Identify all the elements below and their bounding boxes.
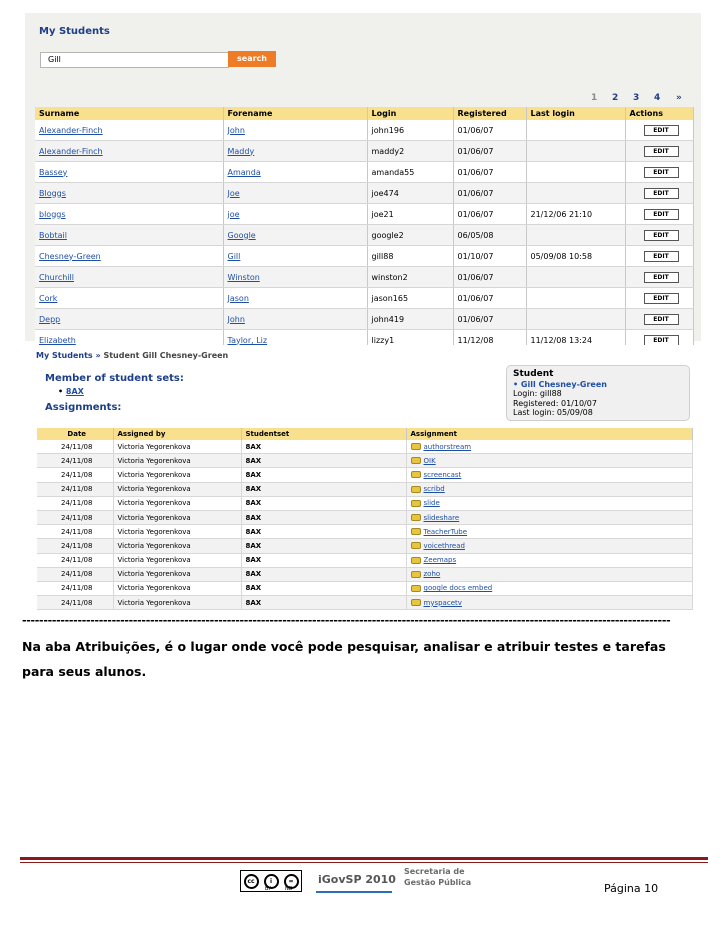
assignment-folder-icon bbox=[411, 500, 421, 507]
date-cell: 24/11/08 bbox=[37, 596, 113, 610]
edit-button[interactable]: EDIT bbox=[644, 293, 679, 304]
assignment-folder-icon bbox=[411, 486, 421, 493]
assignment-row bbox=[37, 567, 692, 581]
forename-link[interactable]: Winston bbox=[223, 267, 367, 288]
col-forename[interactable]: Forename bbox=[223, 107, 367, 120]
surname-link[interactable]: Bloggs bbox=[35, 183, 223, 204]
assigned-by-cell: Victoria Yegorenkova bbox=[113, 539, 241, 553]
studentset-cell: 8AX bbox=[241, 539, 406, 553]
assignment-cell bbox=[406, 539, 692, 553]
registered-cell: 01/06/07 bbox=[453, 141, 526, 162]
surname-link[interactable]: Elizabeth bbox=[35, 330, 223, 351]
assigned-by-cell: Victoria Yegorenkova bbox=[113, 454, 241, 468]
actions-cell bbox=[625, 288, 693, 309]
surname-link[interactable]: bloggs bbox=[35, 204, 223, 225]
student-row bbox=[35, 267, 693, 288]
studentset-cell: 8AX bbox=[241, 553, 406, 567]
surname-link[interactable]: Bassey bbox=[35, 162, 223, 183]
surname-link[interactable]: Chesney-Green bbox=[35, 246, 223, 267]
forename-link[interactable]: Maddy bbox=[223, 141, 367, 162]
date-cell: 24/11/08 bbox=[37, 482, 113, 496]
assignment-cell bbox=[406, 567, 692, 581]
assignment-row bbox=[37, 539, 692, 553]
student-row bbox=[35, 288, 693, 309]
login-cell: google2 bbox=[367, 225, 453, 246]
assignment-row bbox=[37, 553, 692, 567]
search-button[interactable]: search bbox=[228, 51, 276, 67]
assigned-by-cell: Victoria Yegorenkova bbox=[113, 567, 241, 581]
footer-rule-thin bbox=[20, 862, 708, 863]
page-link-2[interactable]: 2 bbox=[612, 93, 619, 103]
next-page-icon[interactable]: » bbox=[676, 93, 682, 103]
last-login-cell bbox=[526, 267, 625, 288]
registered-cell: 01/06/07 bbox=[453, 309, 526, 330]
studentset-cell: 8AX bbox=[241, 525, 406, 539]
assignment-link[interactable]: Zeemaps bbox=[423, 556, 457, 565]
assignment-row bbox=[37, 581, 692, 595]
edit-button[interactable]: EDIT bbox=[644, 314, 679, 325]
breadcrumb-root[interactable]: My Students bbox=[36, 351, 93, 360]
page-link-1[interactable]: 1 bbox=[591, 93, 598, 103]
student-row bbox=[35, 204, 693, 225]
assignment-folder-icon bbox=[411, 571, 421, 578]
assignment-link[interactable]: zoho bbox=[423, 570, 441, 579]
studentset-cell: 8AX bbox=[241, 468, 406, 482]
student-box-name[interactable]: • Gill Chesney-Green bbox=[513, 379, 607, 389]
date-cell: 24/11/08 bbox=[37, 510, 113, 524]
date-cell: 24/11/08 bbox=[37, 553, 113, 567]
assigned-by-cell: Victoria Yegorenkova bbox=[113, 581, 241, 595]
assignment-folder-icon bbox=[411, 557, 421, 564]
date-cell: 24/11/08 bbox=[37, 454, 113, 468]
col-last-login[interactable]: Last login bbox=[526, 107, 625, 120]
login-cell: john196 bbox=[367, 120, 453, 141]
assignment-folder-icon bbox=[411, 457, 421, 464]
last-login-cell bbox=[526, 120, 625, 141]
col-registered[interactable]: Registered bbox=[453, 107, 526, 120]
forename-link[interactable]: Joe bbox=[223, 183, 367, 204]
creative-commons-logo bbox=[240, 870, 302, 892]
col-surname[interactable]: Surname bbox=[35, 107, 223, 120]
assignment-row bbox=[37, 496, 692, 510]
surname-link[interactable]: Cork bbox=[35, 288, 223, 309]
edit-button[interactable]: EDIT bbox=[644, 251, 679, 262]
col-studentset[interactable]: Studentset bbox=[241, 428, 406, 440]
actions-cell bbox=[625, 225, 693, 246]
breadcrumb-current: Student Gill Chesney-Green bbox=[103, 351, 229, 360]
studentset-cell: 8AX bbox=[241, 510, 406, 524]
assignment-cell bbox=[406, 496, 692, 510]
forename-link[interactable]: joe bbox=[223, 204, 367, 225]
assignment-cell bbox=[406, 440, 692, 454]
registered-cell: 01/10/07 bbox=[453, 246, 526, 267]
assignment-folder-icon bbox=[411, 528, 421, 535]
secretaria-line-2: Gestão Pública bbox=[404, 878, 472, 887]
assignment-row bbox=[37, 510, 692, 524]
students-panel bbox=[25, 13, 701, 345]
assignment-link[interactable]: OIK bbox=[423, 456, 436, 465]
col-date[interactable]: Date bbox=[37, 428, 113, 440]
forename-link[interactable]: John bbox=[223, 120, 367, 141]
studentset-cell: 8AX bbox=[241, 440, 406, 454]
student-set-link[interactable]: 8AX bbox=[65, 387, 84, 396]
surname-link[interactable]: Churchill bbox=[35, 267, 223, 288]
registered-cell: 01/06/07 bbox=[453, 120, 526, 141]
last-login-cell bbox=[526, 309, 625, 330]
registered-cell: 01/06/07 bbox=[453, 288, 526, 309]
forename-link[interactable]: John bbox=[223, 309, 367, 330]
assignment-link[interactable]: voicethread bbox=[423, 541, 465, 550]
assignment-link[interactable]: authorstream bbox=[423, 442, 472, 451]
page-number: Página 10 bbox=[604, 882, 659, 895]
actions-cell bbox=[625, 246, 693, 267]
date-cell: 24/11/08 bbox=[37, 581, 113, 595]
date-cell: 24/11/08 bbox=[37, 496, 113, 510]
assigned-by-cell: Victoria Yegorenkova bbox=[113, 496, 241, 510]
assignment-cell bbox=[406, 525, 692, 539]
assignment-cell bbox=[406, 482, 692, 496]
studentset-cell: 8AX bbox=[241, 496, 406, 510]
edit-button[interactable]: EDIT bbox=[644, 272, 679, 283]
registered-cell: 06/05/08 bbox=[453, 225, 526, 246]
student-row bbox=[35, 309, 693, 330]
bullet: • bbox=[58, 387, 66, 396]
student-box-heading: Student bbox=[513, 369, 554, 379]
registered-cell: 01/06/07 bbox=[453, 267, 526, 288]
assigned-by-cell: Victoria Yegorenkova bbox=[113, 510, 241, 524]
login-cell: john419 bbox=[367, 309, 453, 330]
student-box-last-login: Last login: 05/09/08 bbox=[513, 408, 593, 417]
date-cell: 24/11/08 bbox=[37, 525, 113, 539]
registered-cell: 01/06/07 bbox=[453, 204, 526, 225]
edit-button[interactable]: EDIT bbox=[644, 335, 679, 346]
student-row bbox=[35, 141, 693, 162]
assignment-link[interactable]: TeacherTube bbox=[423, 527, 468, 536]
student-row bbox=[35, 162, 693, 183]
page-link-3[interactable]: 3 bbox=[633, 93, 640, 103]
registered-cell: 01/06/07 bbox=[453, 162, 526, 183]
breadcrumb bbox=[36, 351, 228, 360]
last-login-cell bbox=[526, 183, 625, 204]
student-box-login: Login: gill88 bbox=[513, 389, 562, 398]
secretaria-logo bbox=[404, 866, 471, 888]
student-set-item bbox=[58, 387, 84, 396]
actions-cell bbox=[625, 267, 693, 288]
breadcrumb-separator: » bbox=[95, 351, 101, 360]
forename-link[interactable]: Taylor, Liz bbox=[223, 330, 367, 351]
assignment-link[interactable]: slide bbox=[423, 499, 440, 508]
assignments-table bbox=[37, 428, 693, 610]
col-actions: Actions bbox=[625, 107, 693, 120]
student-info-box bbox=[506, 365, 690, 421]
assignment-cell bbox=[406, 553, 692, 567]
edit-button[interactable]: EDIT bbox=[644, 146, 679, 157]
student-row bbox=[35, 246, 693, 267]
studentset-cell: 8AX bbox=[241, 482, 406, 496]
assignment-row bbox=[37, 468, 692, 482]
assignment-cell bbox=[406, 596, 692, 610]
member-sets-title: Member of student sets: bbox=[45, 373, 184, 384]
student-row bbox=[35, 120, 693, 141]
edit-button[interactable]: EDIT bbox=[644, 230, 679, 241]
date-cell: 24/11/08 bbox=[37, 567, 113, 581]
login-cell: joe474 bbox=[367, 183, 453, 204]
assigned-by-cell: Victoria Yegorenkova bbox=[113, 596, 241, 610]
last-login-cell: 05/09/08 10:58 bbox=[526, 246, 625, 267]
assignment-link[interactable]: screencast bbox=[423, 470, 462, 479]
last-login-cell bbox=[526, 162, 625, 183]
assignment-row bbox=[37, 525, 692, 539]
assignment-cell bbox=[406, 454, 692, 468]
assignment-folder-icon bbox=[411, 585, 421, 592]
last-login-cell bbox=[526, 141, 625, 162]
last-login-cell bbox=[526, 225, 625, 246]
surname-link[interactable]: Alexander-Finch bbox=[35, 120, 223, 141]
forename-link[interactable]: Jason bbox=[223, 288, 367, 309]
col-assigned-by[interactable]: Assigned by bbox=[113, 428, 241, 440]
assigned-by-cell: Victoria Yegorenkova bbox=[113, 482, 241, 496]
studentset-cell: 8AX bbox=[241, 567, 406, 581]
assignment-cell bbox=[406, 510, 692, 524]
surname-link[interactable]: Alexander-Finch bbox=[35, 141, 223, 162]
assignment-cell bbox=[406, 581, 692, 595]
assignment-folder-icon bbox=[411, 443, 421, 450]
assignment-row bbox=[37, 596, 692, 610]
cc-nd-label: ND bbox=[285, 886, 293, 892]
assignment-folder-icon bbox=[411, 542, 421, 549]
last-login-cell bbox=[526, 288, 625, 309]
footer-rule-thick bbox=[20, 857, 708, 860]
actions-cell bbox=[625, 204, 693, 225]
login-cell: joe21 bbox=[367, 204, 453, 225]
assigned-by-cell: Victoria Yegorenkova bbox=[113, 525, 241, 539]
students-title: My Students bbox=[39, 26, 110, 37]
studentset-cell: 8AX bbox=[241, 581, 406, 595]
assignment-folder-icon bbox=[411, 471, 421, 478]
actions-cell bbox=[625, 120, 693, 141]
registered-cell: 01/06/07 bbox=[453, 183, 526, 204]
cc-by-label: BY bbox=[265, 886, 272, 892]
secretaria-line-1: Secretaria de bbox=[404, 867, 465, 876]
search-input[interactable]: Gill bbox=[40, 52, 229, 68]
student-row bbox=[35, 183, 693, 204]
edit-button[interactable]: EDIT bbox=[644, 188, 679, 199]
surname-link[interactable]: Depp bbox=[35, 309, 223, 330]
body-paragraph: Na aba Atribuições, é o lugar onde você pode pesquisar, analisar e atribuir testes e tarefas para seus alunos. bbox=[22, 639, 666, 679]
edit-button[interactable]: EDIT bbox=[644, 167, 679, 178]
edit-button[interactable]: EDIT bbox=[644, 125, 679, 136]
cc-icon: cc bbox=[244, 874, 259, 889]
forename-link[interactable]: Amanda bbox=[223, 162, 367, 183]
assignment-cell bbox=[406, 468, 692, 482]
actions-cell bbox=[625, 309, 693, 330]
igov-logo: iGovSP 2010 bbox=[318, 873, 396, 886]
assignment-folder-icon bbox=[411, 599, 421, 606]
actions-cell bbox=[625, 162, 693, 183]
assignment-row bbox=[37, 482, 692, 496]
assigned-by-cell: Victoria Yegorenkova bbox=[113, 440, 241, 454]
login-cell: jason165 bbox=[367, 288, 453, 309]
date-cell: 24/11/08 bbox=[37, 440, 113, 454]
assignment-row bbox=[37, 454, 692, 468]
studentset-cell: 8AX bbox=[241, 596, 406, 610]
assignment-link[interactable]: slideshare bbox=[423, 513, 460, 522]
date-cell: 24/11/08 bbox=[37, 539, 113, 553]
col-login[interactable]: Login bbox=[367, 107, 453, 120]
login-cell: maddy2 bbox=[367, 141, 453, 162]
registered-cell: 11/12/08 bbox=[453, 330, 526, 351]
no-derivatives-icon: = bbox=[284, 874, 299, 889]
students-table bbox=[35, 107, 694, 351]
assigned-by-cell: Victoria Yegorenkova bbox=[113, 553, 241, 567]
studentset-cell: 8AX bbox=[241, 454, 406, 468]
forename-link[interactable]: Google bbox=[223, 225, 367, 246]
login-cell: lizzy1 bbox=[367, 330, 453, 351]
actions-cell bbox=[625, 141, 693, 162]
forename-link[interactable]: Gill bbox=[223, 246, 367, 267]
dashed-separator: -------------------------------------------------------------------------------------------------------------------------------------------------------- bbox=[22, 614, 671, 627]
surname-link[interactable]: Bobtail bbox=[35, 225, 223, 246]
last-login-cell: 11/12/08 13:24 bbox=[526, 330, 625, 351]
assignment-link[interactable]: myspacetv bbox=[423, 598, 462, 607]
assignment-row bbox=[37, 440, 692, 454]
actions-cell bbox=[625, 183, 693, 204]
by-attribution-icon: i bbox=[264, 874, 279, 889]
assignments-title: Assignments: bbox=[45, 402, 122, 413]
edit-button[interactable]: EDIT bbox=[644, 209, 679, 220]
student-box-registered: Registered: 01/10/07 bbox=[513, 398, 597, 408]
assignment-folder-icon bbox=[411, 514, 421, 521]
last-login-cell: 21/12/06 21:10 bbox=[526, 204, 625, 225]
student-row bbox=[35, 225, 693, 246]
date-cell: 24/11/08 bbox=[37, 468, 113, 482]
page-link-4[interactable]: 4 bbox=[654, 93, 661, 103]
assigned-by-cell: Victoria Yegorenkova bbox=[113, 468, 241, 482]
login-cell: winston2 bbox=[367, 267, 453, 288]
assignment-link[interactable]: scribd bbox=[423, 485, 445, 494]
igov-underline bbox=[316, 891, 392, 893]
login-cell: amanda55 bbox=[367, 162, 453, 183]
assignment-link[interactable]: google docs embed bbox=[423, 584, 493, 593]
student-detail-panel bbox=[25, 345, 701, 607]
col-assignment[interactable]: Assignment bbox=[406, 428, 692, 440]
login-cell: gill88 bbox=[367, 246, 453, 267]
